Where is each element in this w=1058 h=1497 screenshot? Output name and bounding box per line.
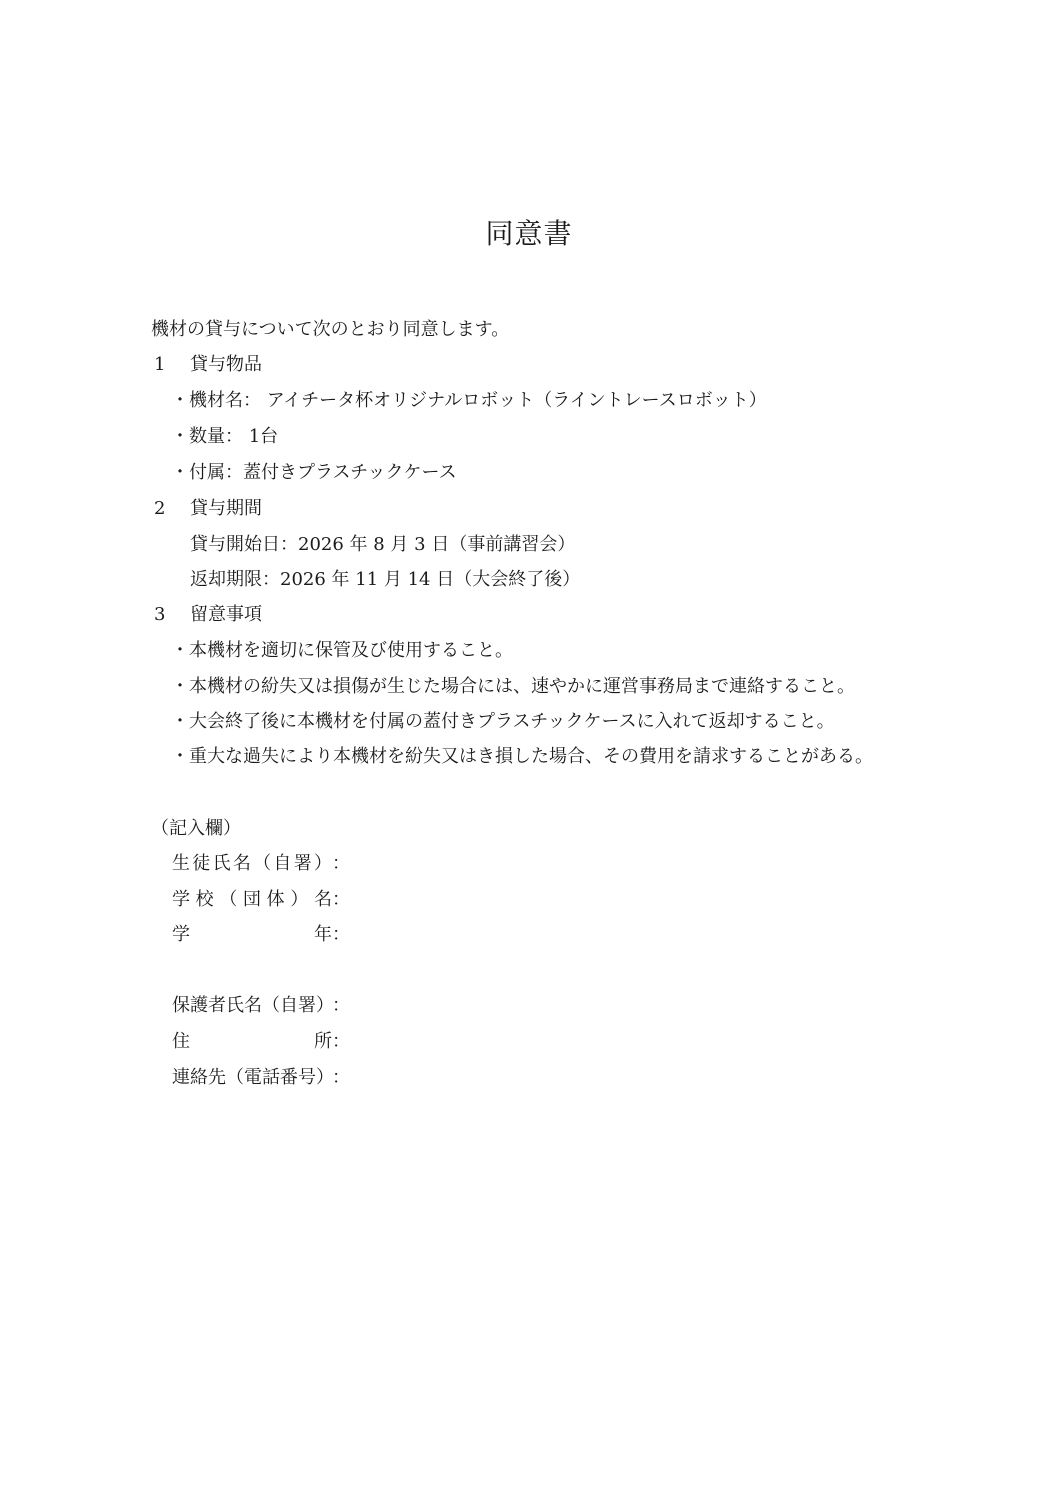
colon: ： (332, 1031, 350, 1052)
form-heading: （記入欄） (151, 818, 241, 839)
colon: ： (332, 995, 350, 1016)
intro-text: 機材の貸与について次のとおり同意します。 (151, 319, 510, 340)
contact-label: 連絡先（電話番号） (172, 1067, 334, 1088)
list-item: ・大会終了後に本機材を付属の蓋付きプラスチックケースに入れて返却すること。 (171, 711, 835, 732)
section-number: 2 (154, 498, 166, 519)
list-item: ・重大な過失により本機材を紛失又はき損した場合、その費用を請求することがある。 (171, 746, 873, 767)
list-item: 返却期限：2026 年 11 月 14 日（大会終了後） (190, 569, 581, 590)
contact-row (172, 1066, 648, 1090)
grade-row (172, 923, 648, 947)
school-label: 学校（団体）名 (172, 889, 332, 910)
colon: ： (332, 1067, 350, 1088)
page-title: 同意書 (485, 217, 573, 250)
school-row (172, 888, 648, 912)
colon: ： (332, 889, 350, 910)
student-name-label: 生徒氏名（自署） (172, 853, 332, 874)
address-label: 住所 (172, 1031, 332, 1052)
list-item: ・機材名： アイチータ杯オリジナルロボット（ライントレースロボット） (171, 390, 767, 411)
address-row (172, 1030, 648, 1054)
colon: ： (332, 924, 350, 945)
colon: ： (332, 853, 350, 874)
list-item: 貸与開始日：2026 年 8 月 3 日（事前講習会） (190, 534, 576, 555)
section-title: 貸与物品 (190, 354, 262, 375)
list-item: ・本機材を適切に保管及び使用すること。 (171, 640, 513, 661)
section-title: 貸与期間 (190, 498, 262, 519)
student-name-row (172, 852, 648, 876)
list-item: ・数量： 1台 (171, 426, 279, 447)
section-number: 1 (154, 354, 166, 375)
guardian-name-row (172, 994, 648, 1018)
section-number: 3 (154, 604, 166, 625)
list-item: ・本機材の紛失又は損傷が生じた場合には、速やかに運営事務局まで連絡すること。 (171, 676, 855, 697)
list-item: ・付属：蓋付きプラスチックケース (171, 462, 457, 483)
guardian-name-label: 保護者氏名（自署） (172, 995, 334, 1016)
section-title: 留意事項 (190, 604, 262, 625)
grade-label: 学年 (172, 924, 332, 945)
